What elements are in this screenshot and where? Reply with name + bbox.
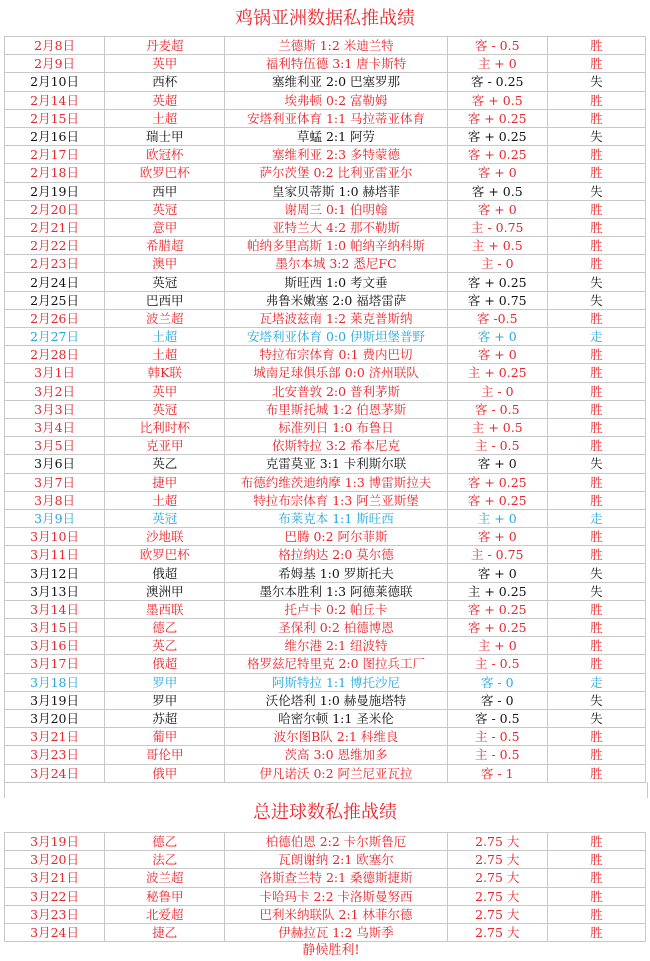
result-cell: 胜 — [547, 146, 645, 164]
league-cell: 捷乙 — [105, 923, 225, 941]
pick-cell: 客 - 0.25 — [447, 73, 547, 91]
league-cell: 秘鲁甲 — [105, 887, 225, 905]
result-cell: 胜 — [547, 437, 645, 455]
result-cell: 胜 — [547, 346, 645, 364]
league-cell: 捷甲 — [105, 473, 225, 491]
date-cell: 3月8日 — [5, 491, 105, 509]
date-cell: 2月15日 — [5, 109, 105, 127]
league-cell: 英乙 — [105, 637, 225, 655]
pick-cell: 客 - 0.5 — [447, 709, 547, 727]
date-cell: 2月28日 — [5, 346, 105, 364]
table-row — [5, 673, 646, 691]
match-cell: 布里斯托城 1:2 伯恩茅斯 — [225, 400, 447, 418]
table-row — [5, 473, 646, 491]
league-cell: 意甲 — [105, 218, 225, 236]
match-cell: 巴腾 0:2 阿尔菲斯 — [225, 528, 447, 546]
table-row — [5, 109, 646, 127]
date-cell: 3月14日 — [5, 600, 105, 618]
result-cell: 胜 — [547, 600, 645, 618]
pick-cell: 客 - 0.5 — [447, 400, 547, 418]
match-cell: 格拉纳达 2:0 莫尔德 — [225, 546, 447, 564]
result-cell: 胜 — [547, 746, 645, 764]
pick-cell: 客 + 0.5 — [447, 91, 547, 109]
league-cell: 葡甲 — [105, 728, 225, 746]
table-row — [5, 764, 646, 782]
asian-picks-table — [4, 36, 646, 783]
league-cell: 韩K联 — [105, 364, 225, 382]
league-cell: 英冠 — [105, 400, 225, 418]
result-cell: 胜 — [547, 923, 645, 941]
footer-message: 静候胜利! — [302, 943, 360, 958]
table-row — [5, 509, 646, 527]
date-cell: 3月10日 — [5, 528, 105, 546]
league-cell: 罗甲 — [105, 673, 225, 691]
date-cell: 2月9日 — [5, 55, 105, 73]
pick-cell: 主 - 0 — [447, 382, 547, 400]
table-row — [5, 237, 646, 255]
table-row — [5, 291, 646, 309]
match-cell: 北安普敦 2:0 普利茅斯 — [225, 382, 447, 400]
league-cell: 丹麦超 — [105, 37, 225, 55]
match-cell: 塞维利亚 2:3 多特蒙德 — [225, 146, 447, 164]
result-cell: 失 — [547, 291, 645, 309]
table-row — [5, 255, 646, 273]
match-cell: 墨尔本城 3:2 悉尼FC — [225, 255, 447, 273]
table-row — [5, 146, 646, 164]
table-row — [5, 746, 646, 764]
result-cell: 胜 — [547, 109, 645, 127]
table-title-totals: 总进球数私推战绩 — [253, 802, 397, 823]
table-row — [5, 382, 646, 400]
league-cell: 澳甲 — [105, 255, 225, 273]
league-cell: 瑞士甲 — [105, 127, 225, 145]
table-row — [5, 164, 646, 182]
pick-cell: 客 + 0.25 — [447, 600, 547, 618]
league-cell: 俄甲 — [105, 764, 225, 782]
league-cell: 欧罗巴杯 — [105, 164, 225, 182]
match-cell: 特拉布宗体育 1:3 阿兰亚斯堡 — [225, 491, 447, 509]
match-cell: 伊赫拉瓦 1:2 乌斯季 — [225, 923, 447, 941]
league-cell: 哥伦甲 — [105, 746, 225, 764]
result-cell: 胜 — [547, 851, 645, 869]
pick-cell: 客 + 0.25 — [447, 109, 547, 127]
date-cell: 3月2日 — [5, 382, 105, 400]
table-row — [5, 637, 646, 655]
pick-cell: 客 + 0 — [447, 346, 547, 364]
pick-cell: 客 + 0 — [447, 328, 547, 346]
result-cell: 失 — [547, 127, 645, 145]
match-cell: 维尔港 2:1 纽波特 — [225, 637, 447, 655]
table-row — [5, 887, 646, 905]
pick-cell: 客 + 0.25 — [447, 127, 547, 145]
match-cell: 柏德伯恩 2:2 卡尔斯鲁厄 — [225, 833, 447, 851]
result-cell: 失 — [547, 691, 645, 709]
date-cell: 3月17日 — [5, 655, 105, 673]
result-cell: 胜 — [547, 382, 645, 400]
result-cell: 胜 — [547, 764, 645, 782]
result-cell: 胜 — [547, 37, 645, 55]
result-cell: 胜 — [547, 546, 645, 564]
date-cell: 2月10日 — [5, 73, 105, 91]
league-cell: 墨西联 — [105, 600, 225, 618]
result-cell: 胜 — [547, 200, 645, 218]
date-cell: 3月16日 — [5, 637, 105, 655]
pick-cell: 客 - 0 — [447, 673, 547, 691]
pick-cell: 客 - 0.5 — [447, 37, 547, 55]
result-cell: 胜 — [547, 528, 645, 546]
league-cell: 北爱超 — [105, 905, 225, 923]
result-cell: 走 — [547, 328, 645, 346]
match-cell: 格罗兹尼特里克 2:0 图拉兵工厂 — [225, 655, 447, 673]
league-cell: 英冠 — [105, 200, 225, 218]
result-cell: 胜 — [547, 309, 645, 327]
table-row — [5, 455, 646, 473]
date-cell: 2月23日 — [5, 255, 105, 273]
date-cell: 3月19日 — [5, 833, 105, 851]
pick-cell: 主 - 0 — [447, 255, 547, 273]
match-cell: 弗鲁米嫩塞 2:0 福塔雷萨 — [225, 291, 447, 309]
date-cell: 3月6日 — [5, 455, 105, 473]
table-row — [5, 91, 646, 109]
table-row — [5, 528, 646, 546]
pick-cell: 客 + 0 — [447, 528, 547, 546]
match-cell: 萨尔茨堡 0:2 比利亚雷亚尔 — [225, 164, 447, 182]
pick-cell: 客 - 0 — [447, 691, 547, 709]
match-cell: 墨尔本胜利 1:3 阿德莱德联 — [225, 582, 447, 600]
pick-cell: 客 + 0 — [447, 164, 547, 182]
table-row — [5, 418, 646, 436]
date-cell: 3月20日 — [5, 851, 105, 869]
league-cell: 罗甲 — [105, 691, 225, 709]
league-cell: 英乙 — [105, 455, 225, 473]
pick-cell: 客 + 0.25 — [447, 491, 547, 509]
date-cell: 3月24日 — [5, 764, 105, 782]
table-row — [5, 619, 646, 637]
table-row — [5, 437, 646, 455]
match-cell: 布德约维茨迪纳摩 1:3 博雷斯拉夫 — [225, 473, 447, 491]
date-cell: 3月15日 — [5, 619, 105, 637]
date-cell: 2月17日 — [5, 146, 105, 164]
match-cell: 布莱克本 1:1 斯旺西 — [225, 509, 447, 527]
pick-cell: 2.75 大 — [447, 923, 547, 941]
pick-cell: 客 + 0.25 — [447, 273, 547, 291]
date-cell: 2月25日 — [5, 291, 105, 309]
league-cell: 土超 — [105, 491, 225, 509]
match-cell: 帕纳多里高斯 1:0 帕纳辛纳科斯 — [225, 237, 447, 255]
result-cell: 胜 — [547, 364, 645, 382]
date-cell: 3月23日 — [5, 746, 105, 764]
date-cell: 3月7日 — [5, 473, 105, 491]
result-cell: 失 — [547, 564, 645, 582]
total-goals-picks-table — [4, 832, 646, 942]
pick-cell: 主 + 0.5 — [447, 237, 547, 255]
date-cell: 3月3日 — [5, 400, 105, 418]
date-cell: 3月1日 — [5, 364, 105, 382]
pick-cell: 2.75 大 — [447, 905, 547, 923]
league-cell: 比利时杯 — [105, 418, 225, 436]
date-cell: 2月20日 — [5, 200, 105, 218]
league-cell: 克亚甲 — [105, 437, 225, 455]
league-cell: 俄超 — [105, 655, 225, 673]
league-cell: 德乙 — [105, 619, 225, 637]
result-cell: 失 — [547, 182, 645, 200]
table-row — [5, 691, 646, 709]
result-cell: 失 — [547, 273, 645, 291]
result-cell: 失 — [547, 73, 645, 91]
result-cell: 胜 — [547, 91, 645, 109]
league-cell: 波兰超 — [105, 869, 225, 887]
result-cell: 胜 — [547, 491, 645, 509]
table-row — [5, 709, 646, 727]
table-row — [5, 851, 646, 869]
date-cell: 3月4日 — [5, 418, 105, 436]
league-cell: 土超 — [105, 328, 225, 346]
result-cell: 胜 — [547, 164, 645, 182]
match-cell: 草蜢 2:1 阿劳 — [225, 127, 447, 145]
pick-cell: 主 + 0 — [447, 509, 547, 527]
league-cell: 英甲 — [105, 55, 225, 73]
result-cell: 失 — [547, 709, 645, 727]
table-row — [5, 364, 646, 382]
result-cell: 胜 — [547, 905, 645, 923]
league-cell: 欧罗巴杯 — [105, 546, 225, 564]
table-title-asian: 鸡锅亚洲数据私推战绩 — [235, 8, 415, 29]
pick-cell: 客 + 0.5 — [447, 182, 547, 200]
table-row — [5, 833, 646, 851]
pick-cell: 主 - 0.5 — [447, 728, 547, 746]
match-cell: 塞维利亚 2:0 巴塞罗那 — [225, 73, 447, 91]
pick-cell: 客 + 0.25 — [447, 619, 547, 637]
date-cell: 3月13日 — [5, 582, 105, 600]
date-cell: 3月24日 — [5, 923, 105, 941]
match-cell: 兰德斯 1:2 米迪兰特 — [225, 37, 447, 55]
pick-cell: 客 -0.5 — [447, 309, 547, 327]
pick-cell: 客 + 0.25 — [447, 473, 547, 491]
table-row — [5, 564, 646, 582]
result-cell: 胜 — [547, 218, 645, 236]
table-row — [5, 218, 646, 236]
table-spacer — [4, 782, 648, 798]
pick-cell: 主 - 0.75 — [447, 218, 547, 236]
league-cell: 澳洲甲 — [105, 582, 225, 600]
table-row — [5, 55, 646, 73]
date-cell: 3月21日 — [5, 728, 105, 746]
result-cell: 胜 — [547, 473, 645, 491]
date-cell: 2月24日 — [5, 273, 105, 291]
date-cell: 3月23日 — [5, 905, 105, 923]
pick-cell: 主 + 0 — [447, 55, 547, 73]
match-cell: 标准列日 1:0 布鲁日 — [225, 418, 447, 436]
match-cell: 亚特兰大 4:2 那不勒斯 — [225, 218, 447, 236]
match-cell: 埃弗顿 0:2 富勒姆 — [225, 91, 447, 109]
date-cell: 2月27日 — [5, 328, 105, 346]
league-cell: 苏超 — [105, 709, 225, 727]
league-cell: 法乙 — [105, 851, 225, 869]
match-cell: 波尔图B队 2:1 科维良 — [225, 728, 447, 746]
league-cell: 英超 — [105, 91, 225, 109]
table-row — [5, 127, 646, 145]
result-cell: 胜 — [547, 869, 645, 887]
league-cell: 希腊超 — [105, 237, 225, 255]
date-cell: 2月16日 — [5, 127, 105, 145]
date-cell: 2月19日 — [5, 182, 105, 200]
pick-cell: 客 + 0.75 — [447, 291, 547, 309]
table-row — [5, 923, 646, 941]
table-row — [5, 37, 646, 55]
match-cell: 希姆基 1:0 罗斯托夫 — [225, 564, 447, 582]
league-cell: 英冠 — [105, 273, 225, 291]
pick-cell: 客 - 1 — [447, 764, 547, 782]
result-cell: 胜 — [547, 637, 645, 655]
date-cell: 2月26日 — [5, 309, 105, 327]
pick-cell: 主 + 0.5 — [447, 418, 547, 436]
match-cell: 圣保利 0:2 柏德博恩 — [225, 619, 447, 637]
match-cell: 福利特伍德 3:1 唐卡斯特 — [225, 55, 447, 73]
date-cell: 2月8日 — [5, 37, 105, 55]
date-cell: 3月19日 — [5, 691, 105, 709]
table-row — [5, 905, 646, 923]
date-cell: 3月18日 — [5, 673, 105, 691]
match-cell: 阿斯特拉 1:1 博托沙尼 — [225, 673, 447, 691]
league-cell: 巴西甲 — [105, 291, 225, 309]
league-cell: 沙地联 — [105, 528, 225, 546]
table-row — [5, 400, 646, 418]
table-row — [5, 655, 646, 673]
league-cell: 西甲 — [105, 182, 225, 200]
match-cell: 瓦塔波兹南 1:2 莱克普斯纳 — [225, 309, 447, 327]
league-cell: 欧冠杯 — [105, 146, 225, 164]
date-cell: 2月14日 — [5, 91, 105, 109]
date-cell: 3月5日 — [5, 437, 105, 455]
pick-cell: 客 + 0 — [447, 564, 547, 582]
table-row — [5, 869, 646, 887]
pick-cell: 2.75 大 — [447, 869, 547, 887]
result-cell: 走 — [547, 673, 645, 691]
result-cell: 走 — [547, 509, 645, 527]
pick-cell: 客 + 0.25 — [447, 146, 547, 164]
pick-cell: 主 - 0.5 — [447, 437, 547, 455]
league-cell: 英冠 — [105, 509, 225, 527]
match-cell: 托卢卡 0:2 帕丘卡 — [225, 600, 447, 618]
match-cell: 瓦朗谢纳 2:1 欧塞尔 — [225, 851, 447, 869]
date-cell: 3月21日 — [5, 869, 105, 887]
pick-cell: 2.75 大 — [447, 887, 547, 905]
table-row — [5, 328, 646, 346]
table-row — [5, 182, 646, 200]
match-cell: 克雷莫亚 3:1 卡利斯尔联 — [225, 455, 447, 473]
table-row — [5, 273, 646, 291]
match-cell: 皇家贝蒂斯 1:0 赫塔菲 — [225, 182, 447, 200]
pick-cell: 客 + 0 — [447, 455, 547, 473]
league-cell: 土超 — [105, 346, 225, 364]
table-row — [5, 728, 646, 746]
match-cell: 安塔利亚体育 0:0 伊斯坦堡普野 — [225, 328, 447, 346]
date-cell: 3月11日 — [5, 546, 105, 564]
date-cell: 3月9日 — [5, 509, 105, 527]
result-cell: 胜 — [547, 619, 645, 637]
league-cell: 俄超 — [105, 564, 225, 582]
table-row — [5, 346, 646, 364]
pick-cell: 主 - 0.5 — [447, 655, 547, 673]
match-cell: 安塔利亚体育 1:1 马拉蒂亚体育 — [225, 109, 447, 127]
league-cell: 西杯 — [105, 73, 225, 91]
match-cell: 哈密尔顿 1:1 圣米伦 — [225, 709, 447, 727]
pick-cell: 主 - 0.75 — [447, 546, 547, 564]
date-cell: 2月21日 — [5, 218, 105, 236]
match-cell: 巴利米纳联队 2:1 林菲尔德 — [225, 905, 447, 923]
pick-cell: 客 + 0 — [447, 200, 547, 218]
result-cell: 失 — [547, 582, 645, 600]
result-cell: 胜 — [547, 655, 645, 673]
result-cell: 胜 — [547, 728, 645, 746]
league-cell: 波兰超 — [105, 309, 225, 327]
match-cell: 城南足球俱乐部 0:0 济州联队 — [225, 364, 447, 382]
match-cell: 特拉布宗体育 0:1 费内巴切 — [225, 346, 447, 364]
pick-cell: 主 + 0 — [447, 637, 547, 655]
result-cell: 胜 — [547, 833, 645, 851]
match-cell: 茨高 3:0 恩维加多 — [225, 746, 447, 764]
table-row — [5, 73, 646, 91]
date-cell: 3月12日 — [5, 564, 105, 582]
pick-cell: 主 + 0.25 — [447, 582, 547, 600]
result-cell: 胜 — [547, 255, 645, 273]
match-cell: 卡哈玛卡 2:2 卡洛斯曼努西 — [225, 887, 447, 905]
date-cell: 3月22日 — [5, 887, 105, 905]
date-cell: 2月22日 — [5, 237, 105, 255]
date-cell: 2月18日 — [5, 164, 105, 182]
pick-cell: 主 + 0.25 — [447, 364, 547, 382]
pick-cell: 2.75 大 — [447, 833, 547, 851]
result-cell: 胜 — [547, 55, 645, 73]
match-cell: 伊凡诺沃 0:2 阿兰尼亚瓦拉 — [225, 764, 447, 782]
league-cell: 英甲 — [105, 382, 225, 400]
result-cell: 胜 — [547, 418, 645, 436]
match-cell: 沃伦塔利 1:0 赫曼施塔特 — [225, 691, 447, 709]
match-cell: 谢周三 0:1 伯明翰 — [225, 200, 447, 218]
result-cell: 胜 — [547, 237, 645, 255]
match-cell: 依斯特拉 3:2 希本尼克 — [225, 437, 447, 455]
table-row — [5, 546, 646, 564]
table-row — [5, 582, 646, 600]
pick-cell: 主 - 0.5 — [447, 746, 547, 764]
table-row — [5, 309, 646, 327]
match-cell: 斯旺西 1:0 考文垂 — [225, 273, 447, 291]
league-cell: 土超 — [105, 109, 225, 127]
league-cell: 德乙 — [105, 833, 225, 851]
result-cell: 胜 — [547, 887, 645, 905]
match-cell: 洛斯查兰特 2:1 桑德斯捷斯 — [225, 869, 447, 887]
pick-cell: 2.75 大 — [447, 851, 547, 869]
table-row — [5, 200, 646, 218]
date-cell: 3月20日 — [5, 709, 105, 727]
table-row — [5, 491, 646, 509]
result-cell: 胜 — [547, 400, 645, 418]
table-row — [5, 600, 646, 618]
result-cell: 失 — [547, 455, 645, 473]
